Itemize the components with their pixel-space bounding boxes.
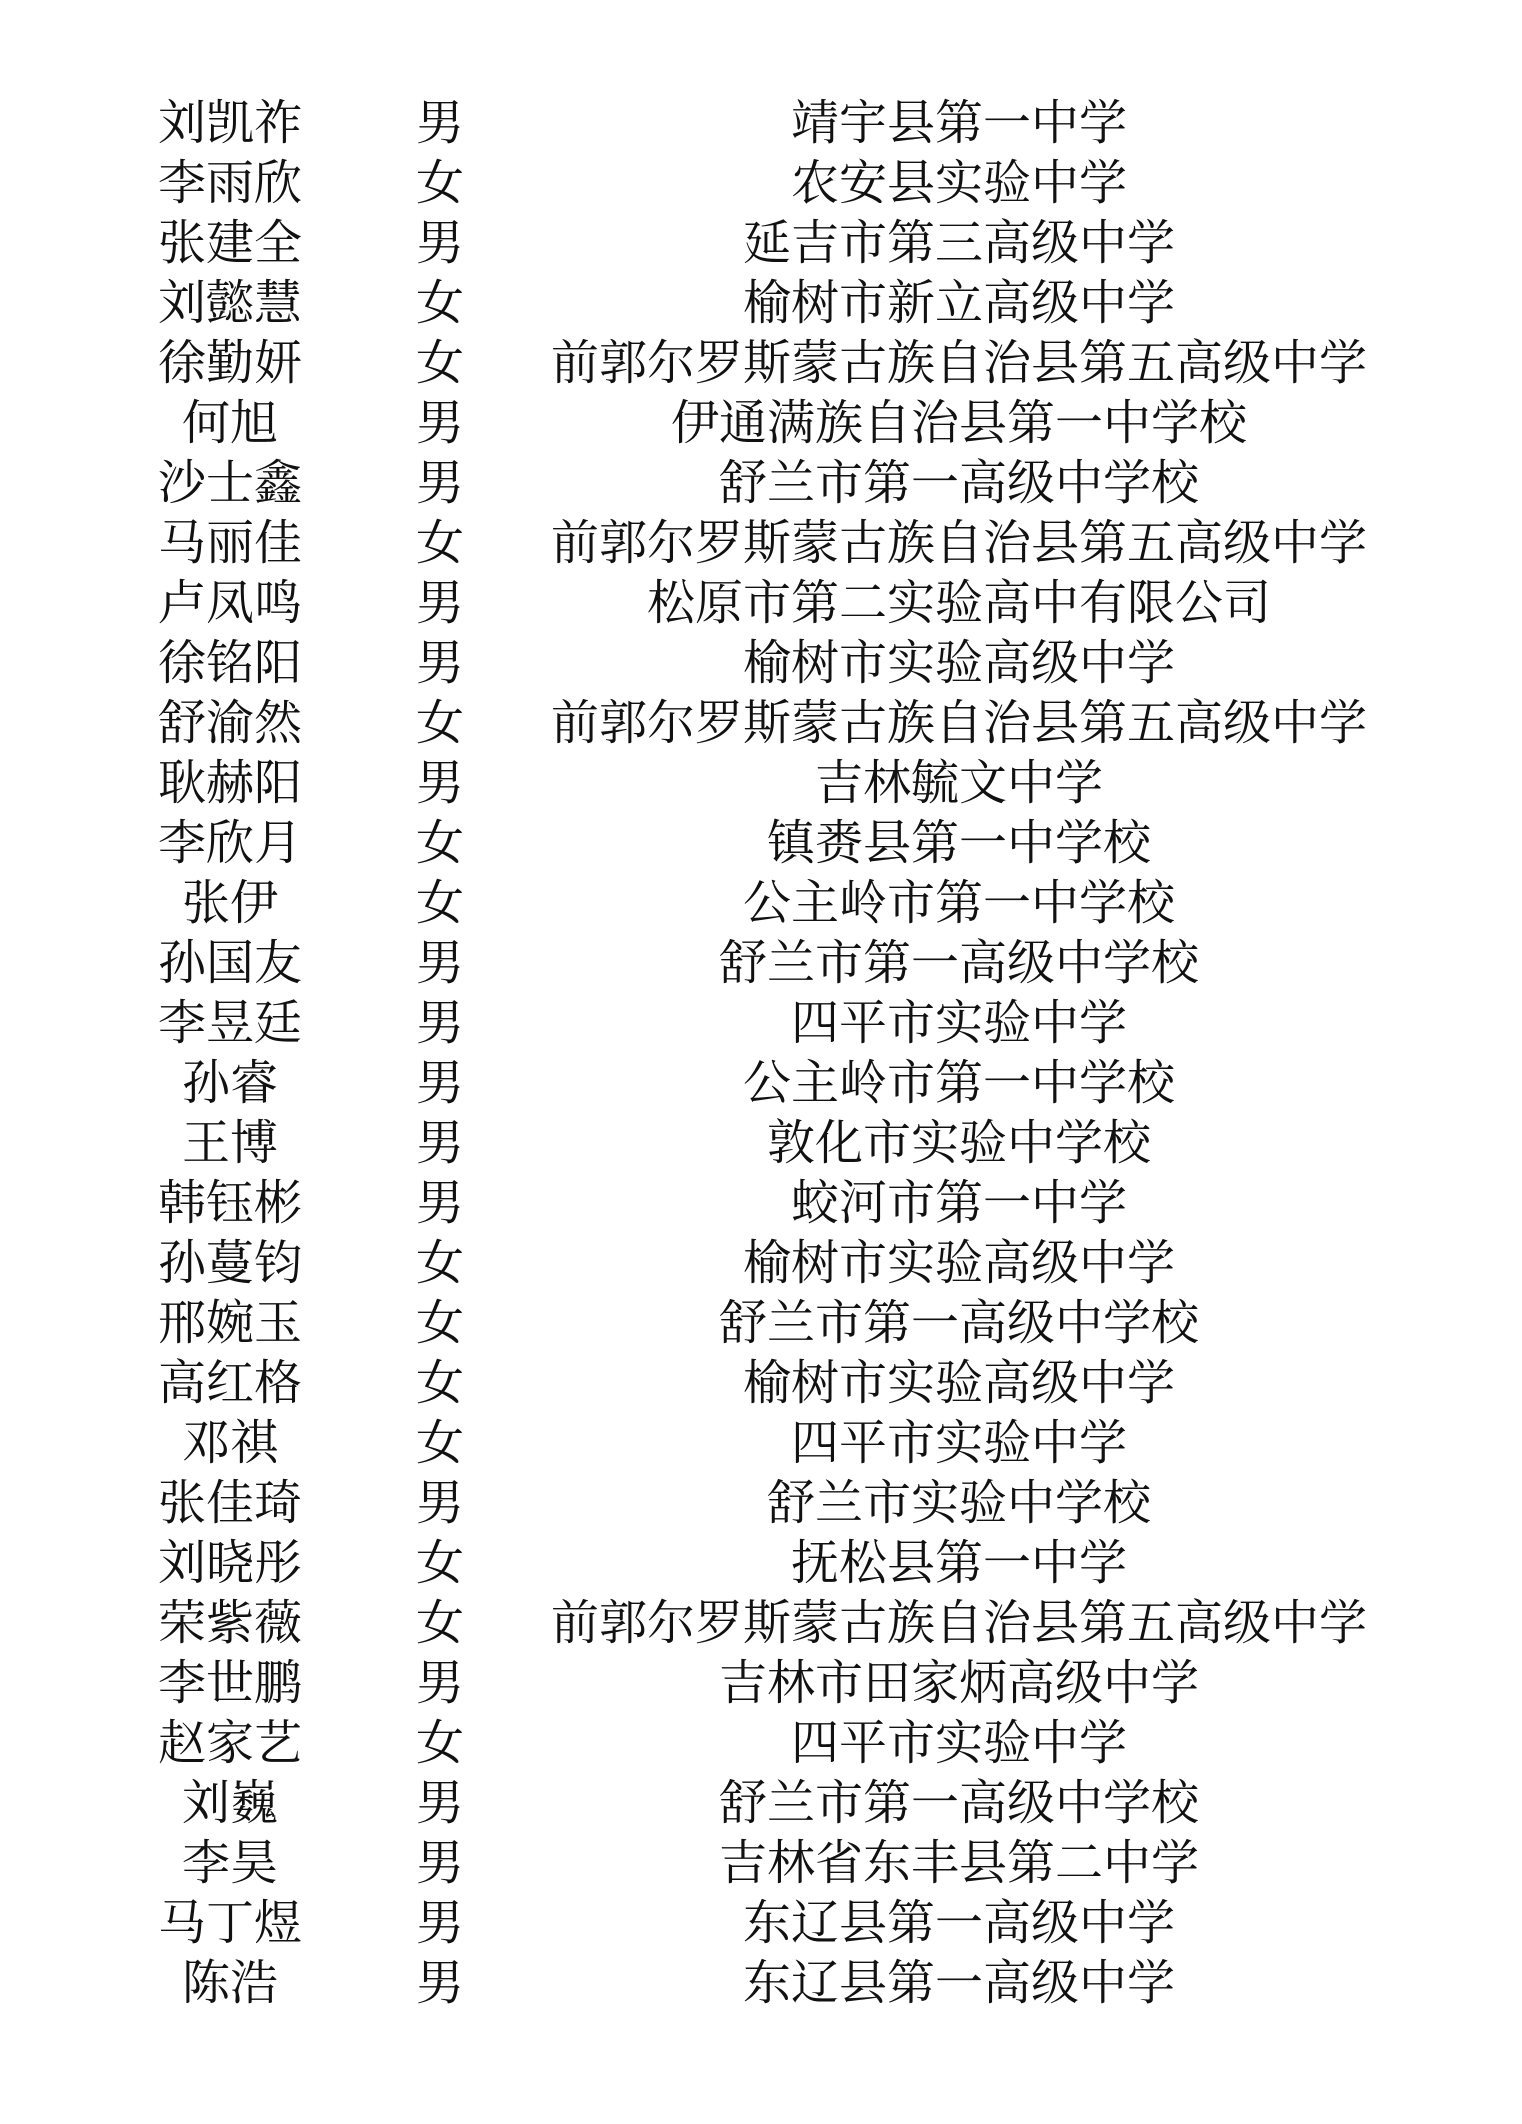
student-school: 四平市实验中学 bbox=[790, 1415, 1127, 1471]
roster-row bbox=[0, 213, 1522, 273]
student-name: 徐勤妍 bbox=[157, 335, 302, 391]
roster-row bbox=[0, 333, 1522, 393]
roster-row bbox=[0, 513, 1522, 573]
student-gender: 女 bbox=[415, 695, 464, 751]
roster-row bbox=[0, 633, 1522, 693]
student-gender: 女 bbox=[415, 1295, 464, 1351]
student-name: 张伊 bbox=[181, 875, 278, 931]
roster-row bbox=[0, 1473, 1522, 1533]
student-gender: 男 bbox=[415, 1475, 464, 1531]
student-name: 李雨欣 bbox=[157, 155, 302, 211]
student-school: 吉林市田家炳高级中学 bbox=[718, 1655, 1199, 1711]
roster-row bbox=[0, 813, 1522, 873]
student-gender: 男 bbox=[415, 1895, 464, 1951]
student-name: 高红格 bbox=[157, 1355, 302, 1411]
roster-row bbox=[0, 1113, 1522, 1173]
roster-row bbox=[0, 1653, 1522, 1713]
student-school: 前郭尔罗斯蒙古族自治县第五高级中学 bbox=[550, 335, 1367, 391]
student-school: 公主岭市第一中学校 bbox=[742, 1055, 1175, 1111]
student-gender: 男 bbox=[415, 455, 464, 511]
roster-row bbox=[0, 1773, 1522, 1833]
student-name: 卢凤鸣 bbox=[157, 575, 302, 631]
student-gender: 女 bbox=[415, 1355, 464, 1411]
student-name: 沙士鑫 bbox=[157, 455, 302, 511]
roster-row bbox=[0, 753, 1522, 813]
student-name: 王博 bbox=[181, 1115, 278, 1171]
student-gender: 女 bbox=[415, 515, 464, 571]
student-gender: 女 bbox=[415, 335, 464, 391]
student-school: 前郭尔罗斯蒙古族自治县第五高级中学 bbox=[550, 695, 1367, 751]
student-gender: 女 bbox=[415, 1715, 464, 1771]
roster-row bbox=[0, 1893, 1522, 1953]
student-name: 赵家艺 bbox=[157, 1715, 302, 1771]
student-gender: 男 bbox=[415, 1175, 464, 1231]
student-gender: 男 bbox=[415, 1955, 464, 2011]
student-school: 伊通满族自治县第一中学校 bbox=[670, 395, 1247, 451]
student-name: 舒渝然 bbox=[157, 695, 302, 751]
student-gender: 男 bbox=[415, 635, 464, 691]
student-school: 榆树市实验高级中学 bbox=[742, 635, 1175, 691]
student-school: 榆树市新立高级中学 bbox=[742, 275, 1175, 331]
student-name: 徐铭阳 bbox=[157, 635, 302, 691]
student-name: 张佳琦 bbox=[157, 1475, 302, 1531]
student-school: 舒兰市第一高级中学校 bbox=[718, 935, 1199, 991]
student-school: 东辽县第一高级中学 bbox=[742, 1895, 1175, 1951]
student-name: 孙国友 bbox=[157, 935, 302, 991]
student-school: 延吉市第三高级中学 bbox=[742, 215, 1175, 271]
roster-row bbox=[0, 153, 1522, 213]
student-school: 四平市实验中学 bbox=[790, 1715, 1127, 1771]
student-name: 荣紫薇 bbox=[157, 1595, 302, 1651]
student-gender: 女 bbox=[415, 155, 464, 211]
student-gender: 女 bbox=[415, 1415, 464, 1471]
student-name: 李世鹏 bbox=[157, 1655, 302, 1711]
student-name: 孙睿 bbox=[181, 1055, 278, 1111]
roster-list bbox=[0, 93, 1522, 2013]
student-school: 吉林省东丰县第二中学 bbox=[718, 1835, 1199, 1891]
student-gender: 男 bbox=[415, 575, 464, 631]
student-name: 刘凯祚 bbox=[157, 95, 302, 151]
student-name: 马丁煜 bbox=[157, 1895, 302, 1951]
roster-row bbox=[0, 1353, 1522, 1413]
student-name: 孙蔓钧 bbox=[157, 1235, 302, 1291]
student-name: 刘晓彤 bbox=[157, 1535, 302, 1591]
student-gender: 男 bbox=[415, 1055, 464, 1111]
roster-row bbox=[0, 993, 1522, 1053]
student-school: 农安县实验中学 bbox=[790, 155, 1127, 211]
student-school: 东辽县第一高级中学 bbox=[742, 1955, 1175, 2011]
student-gender: 男 bbox=[415, 215, 464, 271]
student-gender: 女 bbox=[415, 1535, 464, 1591]
student-gender: 男 bbox=[415, 1835, 464, 1891]
roster-row bbox=[0, 1413, 1522, 1473]
student-gender: 男 bbox=[415, 1115, 464, 1171]
roster-row bbox=[0, 1053, 1522, 1113]
student-name: 何旭 bbox=[181, 395, 278, 451]
roster-row bbox=[0, 453, 1522, 513]
student-gender: 女 bbox=[415, 815, 464, 871]
student-school: 吉林毓文中学 bbox=[814, 755, 1103, 811]
roster-row bbox=[0, 1953, 1522, 2013]
student-gender: 女 bbox=[415, 1595, 464, 1651]
roster-row bbox=[0, 93, 1522, 153]
student-gender: 男 bbox=[415, 395, 464, 451]
student-school: 镇赉县第一中学校 bbox=[766, 815, 1151, 871]
student-name: 张建全 bbox=[157, 215, 302, 271]
roster-row bbox=[0, 1533, 1522, 1593]
student-school: 敦化市实验中学校 bbox=[766, 1115, 1151, 1171]
student-school: 松原市第二实验高中有限公司 bbox=[646, 575, 1271, 631]
roster-row bbox=[0, 1713, 1522, 1773]
roster-row bbox=[0, 1593, 1522, 1653]
student-school: 公主岭市第一中学校 bbox=[742, 875, 1175, 931]
student-name: 刘巍 bbox=[181, 1775, 278, 1831]
student-name: 马丽佳 bbox=[157, 515, 302, 571]
roster-row bbox=[0, 1233, 1522, 1293]
student-gender: 男 bbox=[415, 935, 464, 991]
roster-row bbox=[0, 1173, 1522, 1233]
roster-row bbox=[0, 873, 1522, 933]
student-school: 舒兰市第一高级中学校 bbox=[718, 455, 1199, 511]
student-name: 李欣月 bbox=[157, 815, 302, 871]
roster-row bbox=[0, 933, 1522, 993]
student-name: 耿赫阳 bbox=[157, 755, 302, 811]
student-school: 前郭尔罗斯蒙古族自治县第五高级中学 bbox=[550, 1595, 1367, 1651]
student-school: 靖宇县第一中学 bbox=[790, 95, 1127, 151]
student-school: 抚松县第一中学 bbox=[790, 1535, 1127, 1591]
roster-row bbox=[0, 1293, 1522, 1353]
roster-row bbox=[0, 1833, 1522, 1893]
student-name: 李昊 bbox=[181, 1835, 278, 1891]
student-name: 邢婉玉 bbox=[157, 1295, 302, 1351]
student-school: 舒兰市实验中学校 bbox=[766, 1475, 1151, 1531]
roster-row bbox=[0, 693, 1522, 753]
student-name: 李昱廷 bbox=[157, 995, 302, 1051]
student-name: 韩钰彬 bbox=[157, 1175, 302, 1231]
student-gender: 男 bbox=[415, 1655, 464, 1711]
student-school: 榆树市实验高级中学 bbox=[742, 1235, 1175, 1291]
roster-row bbox=[0, 393, 1522, 453]
student-school: 四平市实验中学 bbox=[790, 995, 1127, 1051]
student-name: 邓祺 bbox=[181, 1415, 278, 1471]
student-school: 舒兰市第一高级中学校 bbox=[718, 1295, 1199, 1351]
student-gender: 男 bbox=[415, 95, 464, 151]
student-school: 前郭尔罗斯蒙古族自治县第五高级中学 bbox=[550, 515, 1367, 571]
student-name: 刘懿慧 bbox=[157, 275, 302, 331]
student-gender: 女 bbox=[415, 875, 464, 931]
roster-row bbox=[0, 273, 1522, 333]
student-school: 舒兰市第一高级中学校 bbox=[718, 1775, 1199, 1831]
roster-row bbox=[0, 573, 1522, 633]
student-school: 蛟河市第一中学 bbox=[790, 1175, 1127, 1231]
student-gender: 女 bbox=[415, 1235, 464, 1291]
student-gender: 女 bbox=[415, 275, 464, 331]
student-gender: 男 bbox=[415, 995, 464, 1051]
student-gender: 男 bbox=[415, 755, 464, 811]
student-gender: 男 bbox=[415, 1775, 464, 1831]
student-name: 陈浩 bbox=[181, 1955, 278, 2011]
student-school: 榆树市实验高级中学 bbox=[742, 1355, 1175, 1411]
